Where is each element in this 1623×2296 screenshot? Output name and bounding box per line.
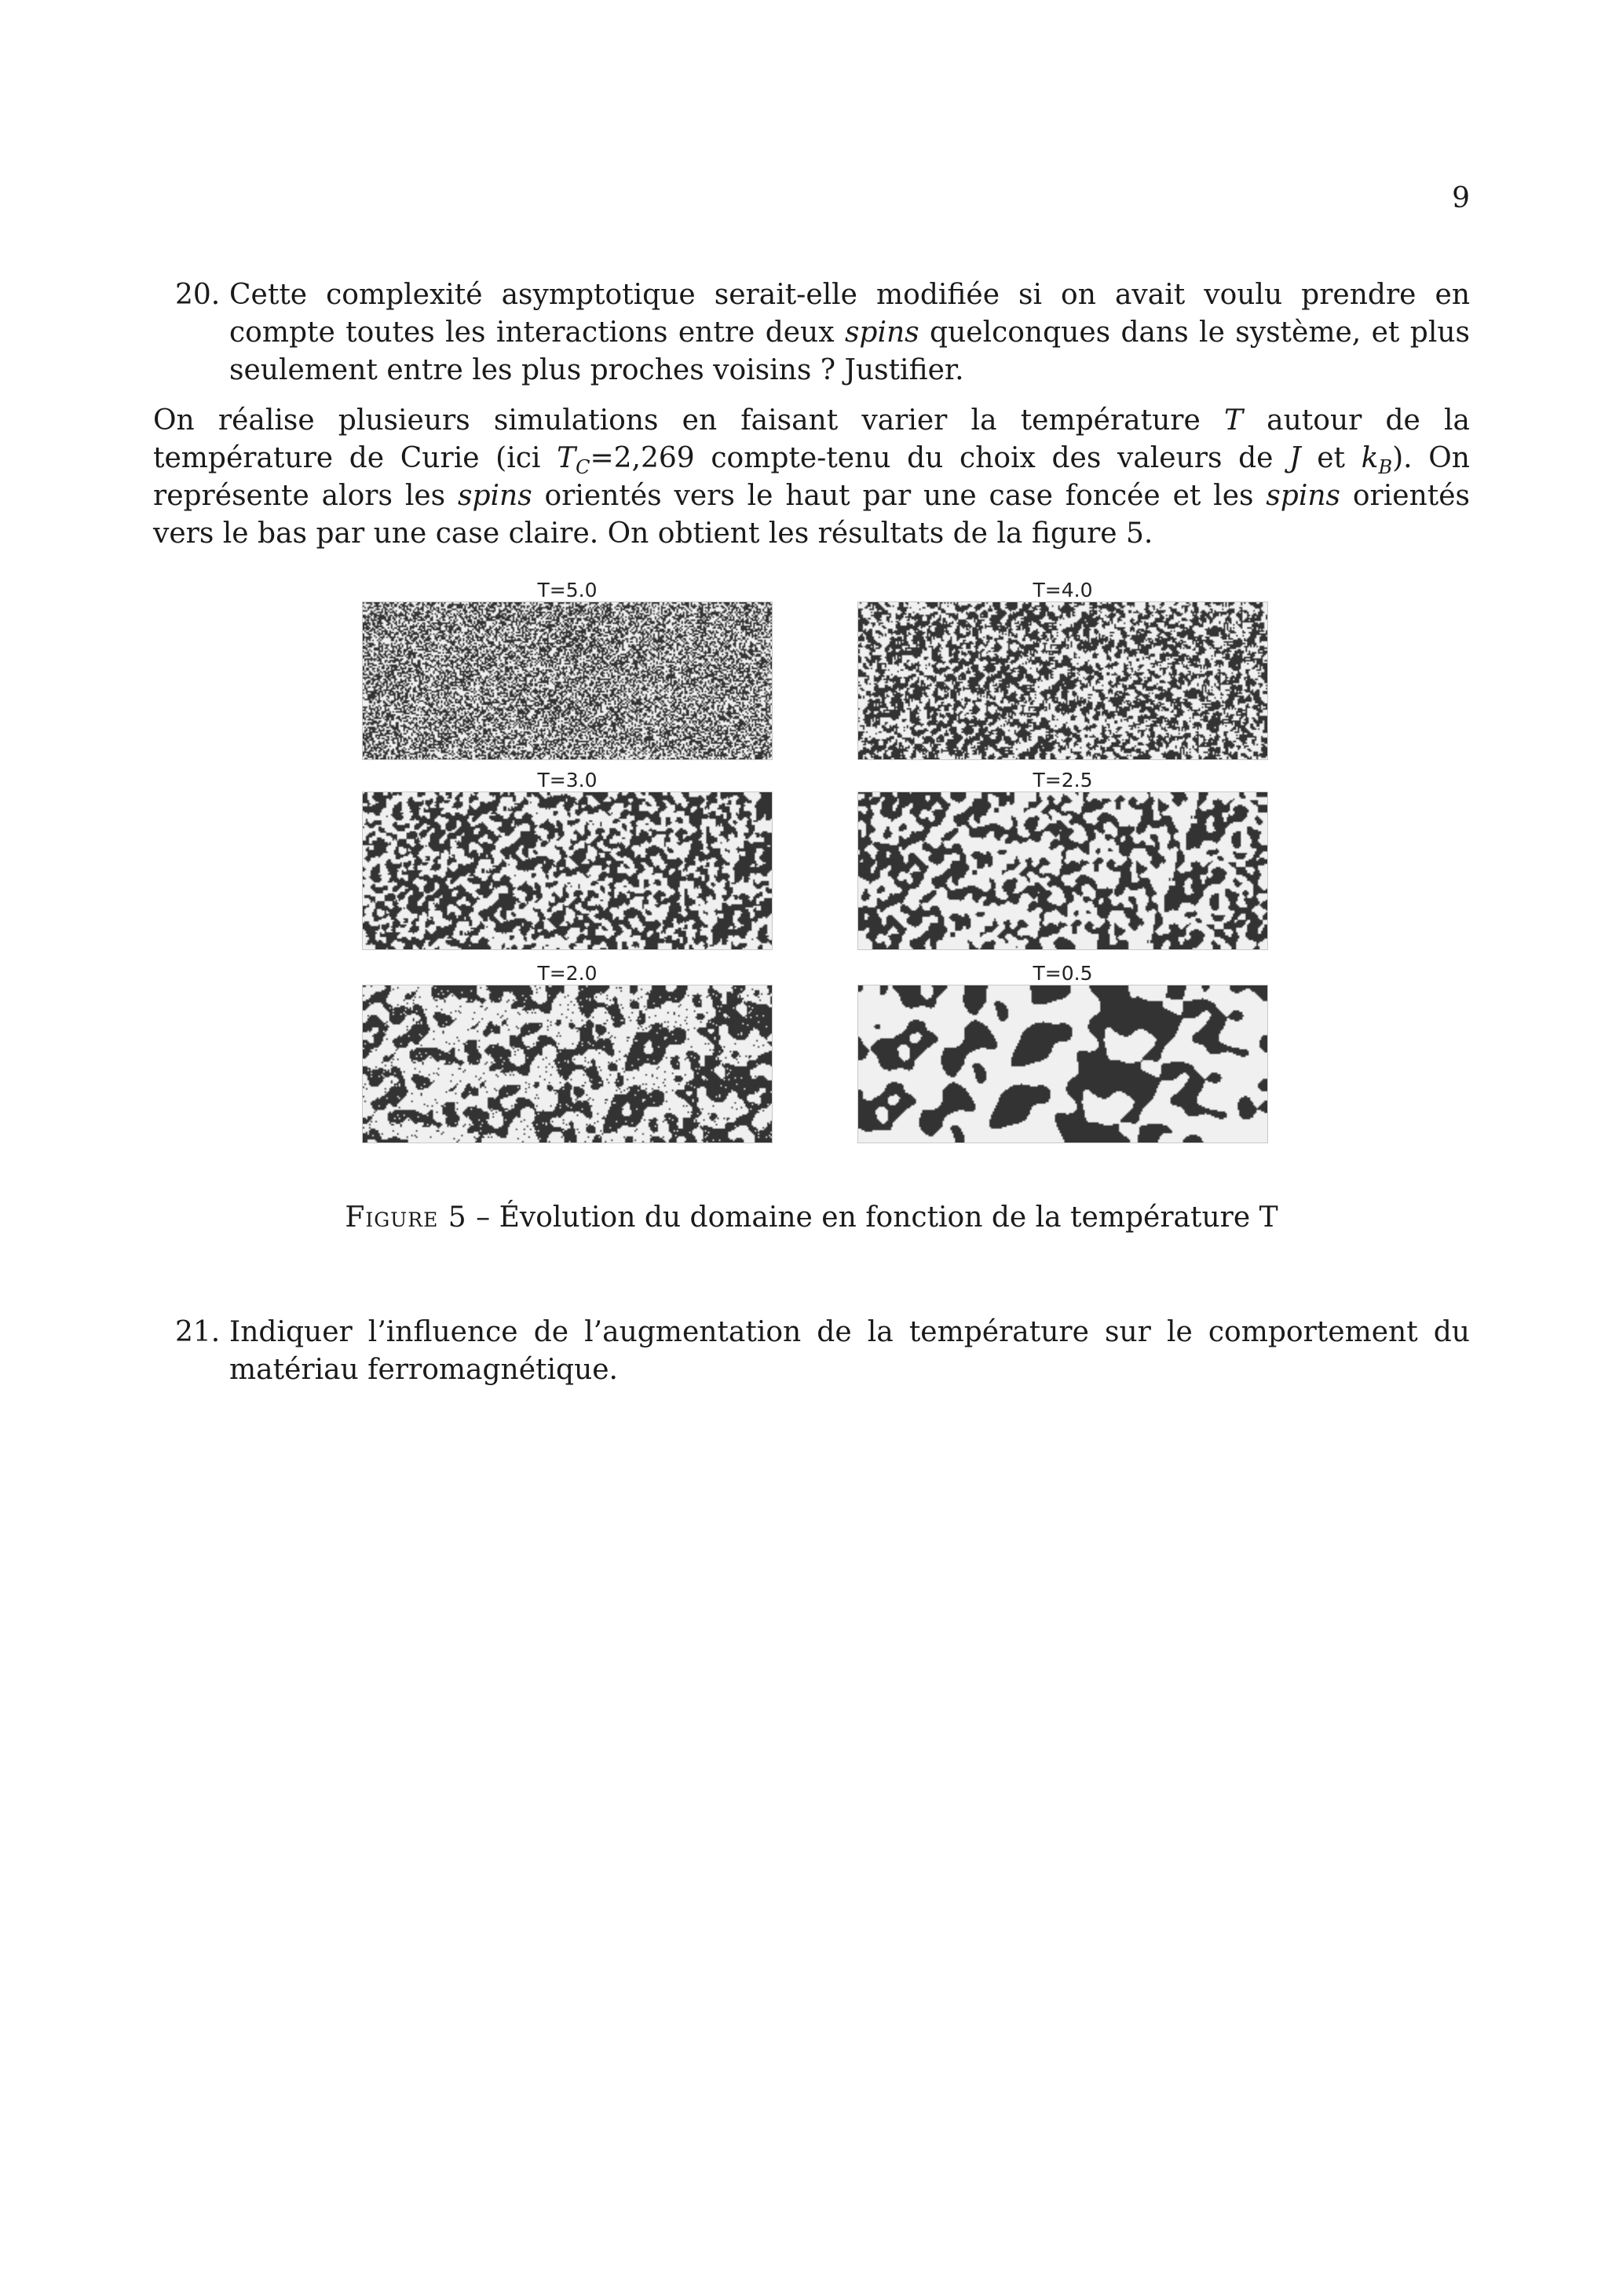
para-part2: autour de la température de Curie (ici <box>153 404 1470 474</box>
para-part1: On réalise plusieurs simulations en faisant varier la température <box>153 404 1224 437</box>
page-number: 9 <box>1452 182 1470 214</box>
question-20-text <box>229 276 1470 389</box>
panel-t0-5-title: T=0.5 <box>1033 962 1093 985</box>
panel-t5 <box>362 579 773 760</box>
figure-5-caption-label: Figure 5 <box>345 1201 467 1234</box>
figure-5-caption-text: – Évolution du domaine en fonction de la température T <box>466 1201 1278 1234</box>
panel-t0-5-lattice <box>857 985 1268 1143</box>
para-part3: =2,269 compte-tenu du choix des valeurs de <box>590 442 1290 474</box>
panel-t4-lattice <box>857 601 1268 760</box>
panel-t5-lattice <box>362 601 773 760</box>
panel-t2-5-title: T=2.5 <box>1033 769 1093 792</box>
para-part6: orientés vers le haut par une case foncée et les <box>532 480 1267 512</box>
question-20-text-part1: Cette complexité asymptotique serait-elle modifiée si on avait voulu prendre en compte toutes les interactions entre deux <box>229 279 1470 349</box>
para-Tc-sub: C <box>576 456 590 479</box>
question-20 <box>153 276 1470 389</box>
question-20-spins-em: spins <box>844 316 919 349</box>
panel-t2 <box>362 963 773 1143</box>
question-21 <box>153 1314 1470 1389</box>
para-spins-2: spins <box>1266 480 1341 512</box>
panel-t5-title: T=5.0 <box>537 579 598 601</box>
panel-t2-5-lattice <box>857 792 1268 950</box>
panel-t4-title: T=4.0 <box>1033 579 1093 601</box>
question-21-number: 21. <box>175 1316 221 1348</box>
para-part4: et <box>1300 442 1362 474</box>
panel-t0-5 <box>857 963 1268 1143</box>
panel-t2-5 <box>857 770 1268 950</box>
para-kB-sub: B <box>1378 456 1393 479</box>
panel-t2-lattice <box>362 985 773 1143</box>
panel-t2-title: T=2.0 <box>537 962 598 985</box>
para-kB-base: k <box>1361 442 1379 474</box>
para-spins-1: spins <box>457 480 532 512</box>
figure-5-caption <box>0 1199 1623 1237</box>
panel-t3-lattice <box>362 792 773 950</box>
panel-t3 <box>362 770 773 950</box>
question-20-number: 20. <box>175 279 221 311</box>
para-part7: orientés vers le bas par une case claire. On obtient les résultats de la figure 5. <box>153 480 1471 550</box>
figure-5 <box>362 579 1268 1153</box>
para-T-symbol: T <box>1223 404 1243 437</box>
para-Tc-base: T <box>557 442 576 474</box>
question-21-text: Indiquer l’influence de l’augmentation de la température sur le comportement du matériau ferromagnétique. <box>229 1316 1470 1386</box>
para-J-symbol: J <box>1289 442 1301 474</box>
panel-t4 <box>857 579 1268 760</box>
para-part5: ). On représente alors les <box>153 442 1470 512</box>
question-20-text-part2: quelconques dans le système, et plus seulement entre les plus proches voisins ? Justifier. <box>229 316 1470 386</box>
panel-t3-title: T=3.0 <box>537 769 598 792</box>
intro-paragraph <box>153 402 1470 553</box>
